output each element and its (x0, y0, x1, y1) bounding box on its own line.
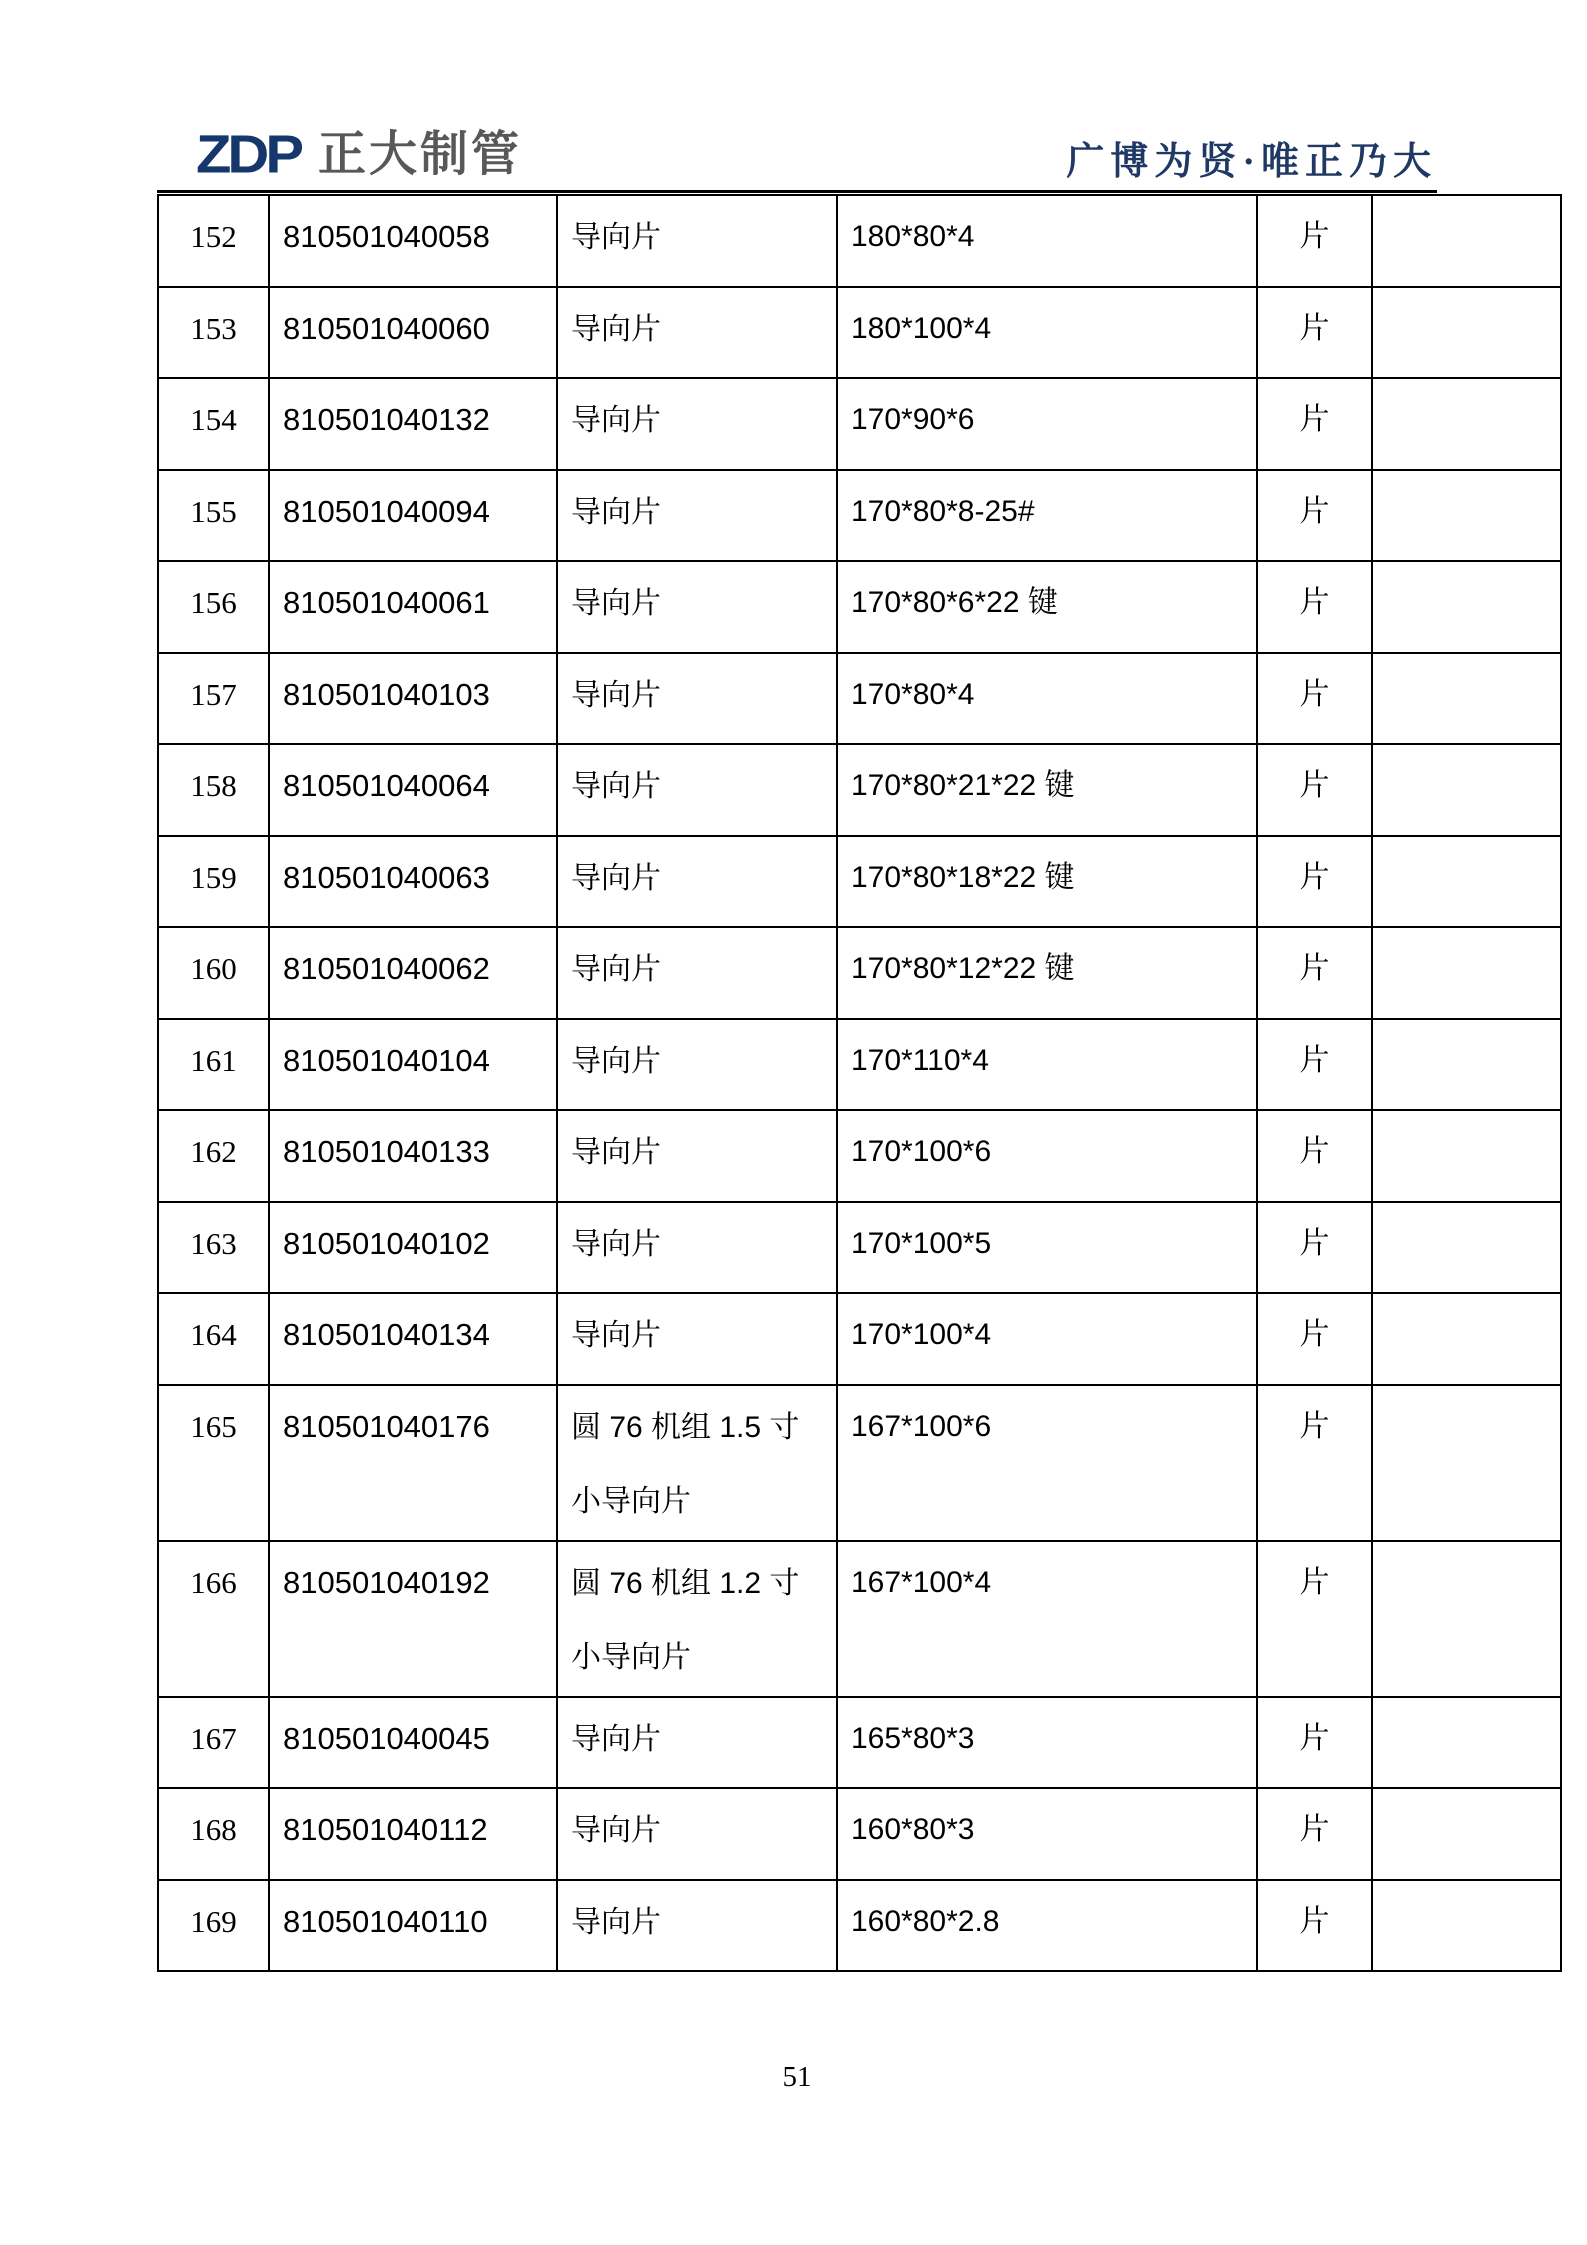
material-name-cell (557, 470, 837, 562)
material-name-cell (557, 744, 837, 836)
table-row (158, 1697, 1561, 1789)
material-code-cell: 810501040104 (269, 1019, 557, 1111)
remark-cell (1372, 1880, 1561, 1972)
unit-cell: 片 (1257, 836, 1372, 928)
material-name-cell (557, 1293, 837, 1385)
table-row (158, 1019, 1561, 1111)
material-name-line: 导向片 (571, 1905, 661, 1939)
spec-cell: 170*80*8-25# (837, 470, 1257, 562)
remark-cell (1372, 653, 1561, 745)
material-code-cell: 810501040045 (269, 1697, 557, 1789)
remark-cell (1372, 378, 1561, 470)
table-row (158, 287, 1561, 379)
material-name-line: 导向片 (571, 1319, 661, 1352)
unit-cell: 片 (1257, 1110, 1372, 1202)
page-number: 51 (782, 2061, 812, 2093)
remark-cell (1372, 927, 1561, 1019)
material-name-cell (557, 1880, 837, 1972)
remark-cell (1372, 1788, 1561, 1880)
unit-cell: 片 (1257, 1293, 1372, 1385)
row-number-cell: 154 (158, 378, 269, 470)
material-code-cell: 810501040064 (269, 744, 557, 836)
row-number-cell: 164 (158, 1293, 269, 1385)
material-code-cell: 810501040094 (269, 470, 557, 562)
remark-cell (1372, 1385, 1561, 1541)
remark-cell (1372, 287, 1561, 379)
spec-cell: 170*80*4 (837, 653, 1257, 745)
remark-cell (1372, 1019, 1561, 1111)
table-row (158, 378, 1561, 470)
material-name-line: 导向片 (571, 1814, 661, 1847)
parts-table (157, 194, 1562, 1972)
remark-cell (1372, 1110, 1561, 1202)
material-code-cell: 810501040134 (269, 1293, 557, 1385)
unit-cell: 片 (1257, 1880, 1372, 1972)
spec-cell: 165*80*3 (837, 1697, 1257, 1789)
spec-cell: 170*100*4 (837, 1293, 1257, 1385)
material-name-line: 导向片 (571, 495, 661, 529)
row-number-cell: 169 (158, 1880, 269, 1972)
material-code-cell: 810501040103 (269, 653, 557, 745)
material-code-cell: 810501040063 (269, 836, 557, 928)
material-name-cell (557, 836, 837, 928)
unit-cell: 片 (1257, 1697, 1372, 1789)
row-number-cell: 165 (158, 1385, 269, 1541)
material-name-line: 导向片 (571, 678, 661, 712)
row-number-cell: 167 (158, 1697, 269, 1789)
material-name-line: 小导向片 (571, 1640, 691, 1674)
row-number-cell: 161 (158, 1019, 269, 1111)
remark-cell (1372, 195, 1561, 287)
row-number-cell: 163 (158, 1202, 269, 1294)
material-name-cell (557, 1788, 837, 1880)
table-row (158, 1110, 1561, 1202)
material-name-cell (557, 378, 837, 470)
material-name-line: 导向片 (571, 770, 661, 803)
material-name-line: 小导向片 (571, 1484, 691, 1518)
material-name-line: 导向片 (571, 404, 661, 437)
material-code-cell: 810501040102 (269, 1202, 557, 1294)
material-code-cell: 810501040132 (269, 378, 557, 470)
unit-cell: 片 (1257, 1541, 1372, 1697)
material-name-cell (557, 1697, 837, 1789)
table-row (158, 653, 1561, 745)
remark-cell (1372, 836, 1561, 928)
row-number-cell: 158 (158, 744, 269, 836)
material-name-cell (557, 1385, 837, 1541)
material-name-cell (557, 287, 837, 379)
material-name-line: 导向片 (571, 587, 661, 620)
table-row (158, 561, 1561, 653)
material-name-cell (557, 195, 837, 287)
row-number-cell: 166 (158, 1541, 269, 1697)
material-code-cell: 810501040058 (269, 195, 557, 287)
table-row (158, 744, 1561, 836)
table-row (158, 836, 1561, 928)
row-number-cell: 162 (158, 1110, 269, 1202)
remark-cell (1372, 1541, 1561, 1697)
table-row (158, 1202, 1561, 1294)
spec-cell: 170*80*12*22 键 (837, 927, 1257, 1019)
unit-cell: 片 (1257, 561, 1372, 653)
unit-cell: 片 (1257, 927, 1372, 1019)
spec-cell: 167*100*6 (837, 1385, 1257, 1541)
spec-cell: 170*80*18*22 键 (837, 836, 1257, 928)
material-name-cell (557, 1202, 837, 1294)
spec-cell: 170*90*6 (837, 378, 1257, 470)
spec-cell: 180*100*4 (837, 287, 1257, 379)
material-code-cell: 810501040133 (269, 1110, 557, 1202)
parts-table-body (158, 195, 1561, 1971)
company-logo (196, 126, 522, 184)
remark-cell (1372, 744, 1561, 836)
remark-cell (1372, 1697, 1561, 1789)
material-name-line: 圆 76 机组 1.5 寸 (571, 1410, 800, 1444)
material-name-cell (557, 1019, 837, 1111)
company-name: 正大制管 (318, 128, 523, 181)
company-slogan: 广博为贤·唯正乃大 (1066, 141, 1437, 183)
remark-cell (1372, 1202, 1561, 1294)
unit-cell: 片 (1257, 1385, 1372, 1541)
material-name-cell (557, 1541, 837, 1697)
material-name-cell (557, 561, 837, 653)
remark-cell (1372, 561, 1561, 653)
material-name-line: 导向片 (571, 312, 661, 346)
unit-cell: 片 (1257, 744, 1372, 836)
material-name-line: 导向片 (571, 1044, 661, 1078)
material-name-cell (557, 653, 837, 745)
row-number-cell: 160 (158, 927, 269, 1019)
spec-cell: 170*110*4 (837, 1019, 1257, 1111)
unit-cell: 片 (1257, 1202, 1372, 1294)
table-row (158, 1541, 1561, 1697)
material-name-line: 导向片 (571, 1136, 661, 1169)
unit-cell: 片 (1257, 195, 1372, 287)
material-code-cell: 810501040176 (269, 1385, 557, 1541)
remark-cell (1372, 470, 1561, 562)
material-name-cell (557, 927, 837, 1019)
spec-cell: 170*100*6 (837, 1110, 1257, 1202)
row-number-cell: 159 (158, 836, 269, 928)
unit-cell: 片 (1257, 378, 1372, 470)
remark-cell (1372, 1293, 1561, 1385)
row-number-cell: 156 (158, 561, 269, 653)
material-code-cell: 810501040060 (269, 287, 557, 379)
material-name-line: 导向片 (571, 861, 661, 895)
spec-cell: 160*80*2.8 (837, 1880, 1257, 1972)
unit-cell: 片 (1257, 470, 1372, 562)
spec-cell: 170*80*21*22 键 (837, 744, 1257, 836)
zdp-logo-icon: ZDP (196, 124, 300, 185)
table-row (158, 1788, 1561, 1880)
unit-cell: 片 (1257, 1788, 1372, 1880)
spec-cell: 180*80*4 (837, 195, 1257, 287)
table-row (158, 470, 1561, 562)
table-row (158, 927, 1561, 1019)
row-number-cell: 155 (158, 470, 269, 562)
spec-cell: 170*100*5 (837, 1202, 1257, 1294)
material-name-line: 导向片 (571, 953, 661, 986)
spec-cell: 160*80*3 (837, 1788, 1257, 1880)
material-name-line: 导向片 (571, 1722, 661, 1756)
table-row (158, 195, 1561, 287)
material-code-cell: 810501040110 (269, 1880, 557, 1972)
spec-cell: 167*100*4 (837, 1541, 1257, 1697)
header-divider (157, 190, 1437, 193)
material-code-cell: 810501040192 (269, 1541, 557, 1697)
unit-cell: 片 (1257, 287, 1372, 379)
table-row (158, 1385, 1561, 1541)
material-code-cell: 810501040061 (269, 561, 557, 653)
material-name-line: 导向片 (571, 221, 661, 254)
material-name-line: 导向片 (571, 1227, 661, 1261)
unit-cell: 片 (1257, 653, 1372, 745)
row-number-cell: 153 (158, 287, 269, 379)
row-number-cell: 152 (158, 195, 269, 287)
material-name-cell (557, 1110, 837, 1202)
table-row (158, 1293, 1561, 1385)
material-code-cell: 810501040112 (269, 1788, 557, 1880)
material-name-line: 圆 76 机组 1.2 寸 (571, 1566, 800, 1600)
row-number-cell: 157 (158, 653, 269, 745)
unit-cell: 片 (1257, 1019, 1372, 1111)
spec-cell: 170*80*6*22 键 (837, 561, 1257, 653)
material-code-cell: 810501040062 (269, 927, 557, 1019)
row-number-cell: 168 (158, 1788, 269, 1880)
table-row (158, 1880, 1561, 1972)
